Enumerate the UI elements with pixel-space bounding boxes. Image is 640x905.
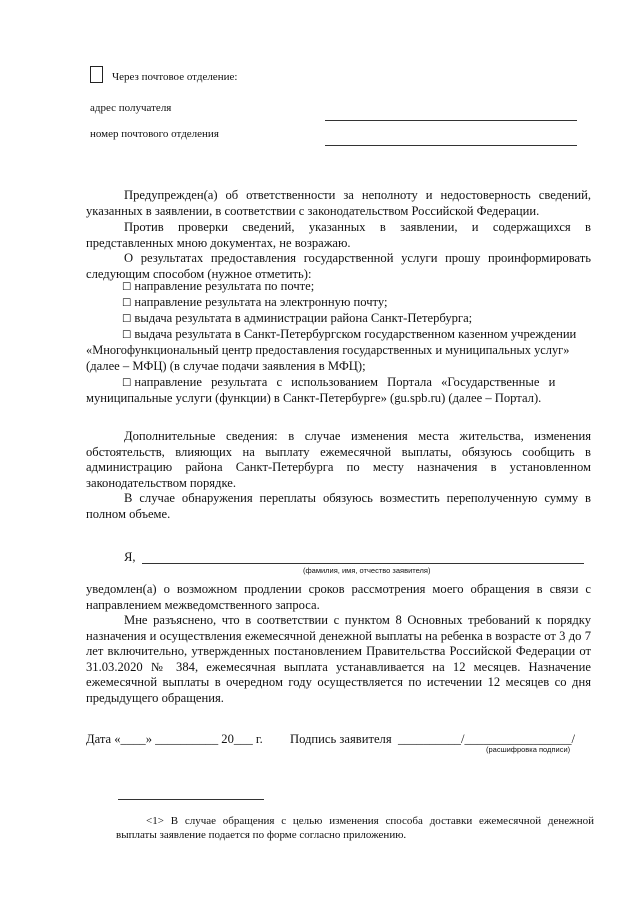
overpayment-paragraph: В случае обнаружения переплаты обязуюсь возместить переполученную сумму в полном объеме. xyxy=(86,491,591,521)
postal-checkbox[interactable] xyxy=(90,66,103,83)
option-mail: ☐ направление результата по почте; xyxy=(122,279,315,293)
verify-paragraph: Против проверки сведений, указанных в заявлении, и содержащихся в представленных мною документах, не возражаю. xyxy=(86,220,591,250)
sign-field[interactable]: __________/_________________/ xyxy=(398,732,576,746)
notified-paragraph: уведомлен(а) о возможном продлении сроков рассмотрения моего обращения в связи с направлением межведомственного запроса. xyxy=(86,582,591,612)
inform-paragraph: О результатах предоставления государственной услуги прошу проинформировать следующим способом (нужное отметить): xyxy=(86,251,591,281)
declarant-caption: (фамилия, имя, отчество заявителя) xyxy=(303,566,431,575)
option-admin: ☐ выдача результата в администрации района Санкт-Петербурга; xyxy=(122,311,473,325)
checkbox-icon[interactable]: ☐ xyxy=(122,281,132,293)
declarant-name-line[interactable] xyxy=(142,563,584,564)
warning-paragraph: Предупрежден(а) об ответственности за неполноту и недостоверность сведений, указанных в заявлении, в соответствии с законодательством Российской Федерации. xyxy=(86,188,591,218)
footnote: <1> В случае обращения с целью изменения способа доставки ежемесячной денежной выплаты заявление подается по форме согласно приложению. xyxy=(116,815,594,841)
postoffice-label: номер почтового отделения xyxy=(90,128,219,140)
option-portal: ☐ направление результата с использованием Портала «Государственные и xyxy=(122,375,556,389)
checkbox-icon[interactable]: ☐ xyxy=(122,377,132,389)
sign-caption: (расшифровка подписи) xyxy=(486,745,571,754)
date-field[interactable]: Дата «____» __________ 20___ г. xyxy=(86,732,263,746)
option-email: ☐ направление результата на электронную почту; xyxy=(122,295,388,309)
postoffice-line[interactable] xyxy=(325,145,577,146)
footnote-separator xyxy=(118,799,264,800)
option-portal-cont: муниципальные услуги (функции) в Санкт-Петербурге» (gu.spb.ru) (далее – Портал). xyxy=(86,391,542,405)
checkbox-icon[interactable]: ☐ xyxy=(122,313,132,325)
address-line[interactable] xyxy=(325,120,577,121)
declarant-prefix: Я, xyxy=(124,550,136,564)
additional-paragraph: Дополнительные сведения: в случае изменения места жительства, изменения обстоятельств, влияющих на выплату ежемесячной выплаты, обязуюсь сообщить в администрацию района Санкт-Петербурга по месту назначения в установленном законодательством порядке. xyxy=(86,429,591,490)
sign-label: Подпись заявителя xyxy=(290,732,392,746)
option-mfc-cont2: (далее – МФЦ) (в случае подачи заявления в МФЦ); xyxy=(86,359,366,373)
postal-label: Через почтовое отделение: xyxy=(112,71,238,83)
option-mfc: ☐ выдача результата в Санкт-Петербургском государственном казенном учреждении xyxy=(122,327,577,341)
option-mfc-cont: «Многофункциональный центр предоставления государственных и муниципальных услуг» xyxy=(86,343,570,357)
explained-paragraph: Мне разъяснено, что в соответствии с пунктом 8 Основных требований к порядку назначения и осуществления ежемесячной денежной выплаты на ребенка в возрасте от 3 до 7 лет включительно, утвержденных постановлением Правительства Российской Федерации от 31.03.2020 № 384, ежемесячная выплата устанавливается на 12 месяцев. Назначение ежемесячной выплаты в очередном году осуществляется по истечении 12 месяцев со дня предыдущего обращения. xyxy=(86,613,591,705)
checkbox-icon[interactable]: ☐ xyxy=(122,297,132,309)
address-label: адрес получателя xyxy=(90,102,172,114)
checkbox-icon[interactable]: ☐ xyxy=(122,329,132,341)
